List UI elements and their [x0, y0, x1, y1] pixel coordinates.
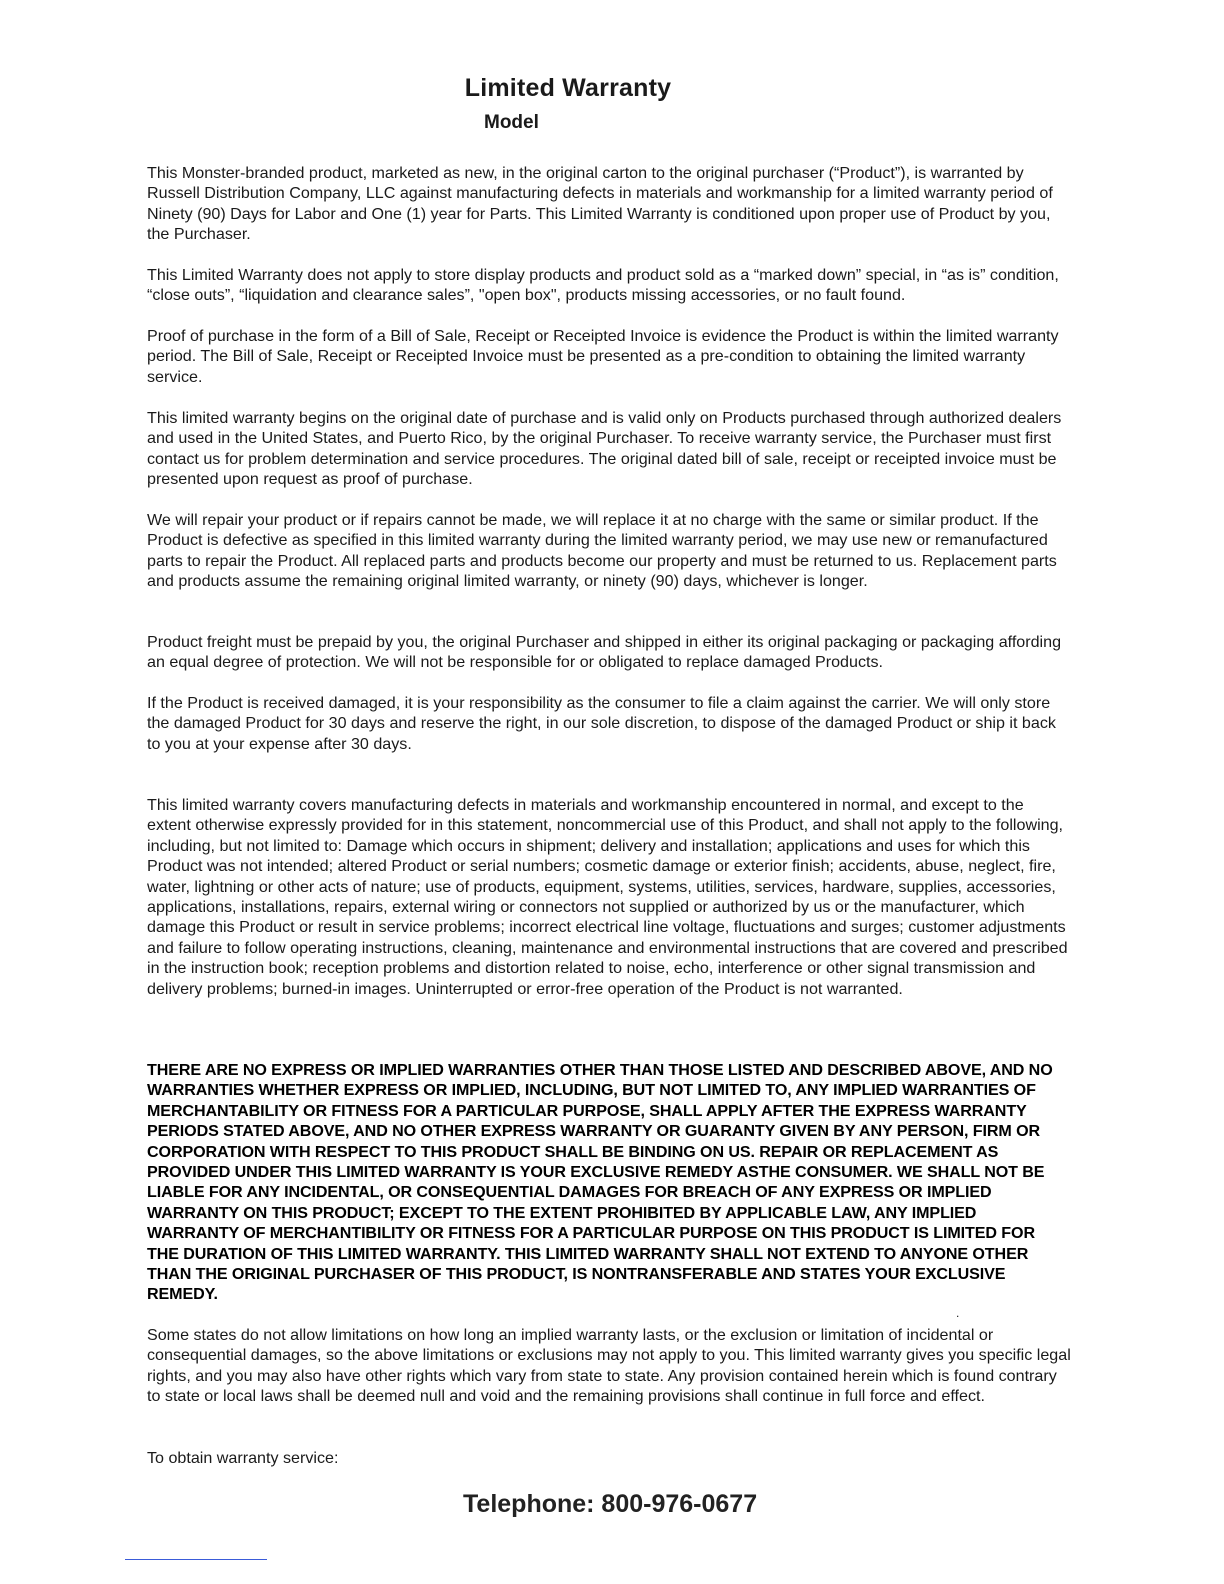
telephone-number: Telephone: 800-976-0677: [463, 1490, 758, 1518]
paragraph-disclaimer: THERE ARE NO EXPRESS OR IMPLIED WARRANTIES OTHER THAN THOSE LISTED AND DESCRIBED ABOVE, AND NO WARRANTIES WHETHER EXPRESS OR IMPLIED, INCLUDING, BUT NOT LIMITED TO, ANY IMPLIED WARRANTIES OF MERCHANTABILITY OR FITNESS FOR A PARTICULAR PURPOSE, SHALL APPLY AFTER THE EXPRESS WARRANTY PERIODS STATED ABOVE, AND NO OTHER EXPRESS WARRANTY OR GUARANTY GIVEN BY ANY PERSON, FIRM OR CORPORATION WITH RESPECT TO THIS PRODUCT SHALL BE BINDING ON US. REPAIR OR REPLACEMENT AS PROVIDED UNDER THIS LIMITED WARRANTY IS YOUR EXCLUSIVE REMEDY ASTHE CONSUMER. WE SHALL NOT BE LIABLE FOR ANY INCIDENTAL, OR CONSEQUENTIAL DAMAGES FOR BREACH OF ANY EXPRESS OR IMPLIED WARRANTY ON THIS PRODUCT; EXCEPT TO THE EXTENT PROHIBITED BY APPLICABLE LAW, ANY IMPLIED WARRANTY OF MERCHANTIBILITY OR FITNESS FOR A PARTICULAR PURPOSE ON THIS PRODUCT IS LIMITED FOR THE DURATION OF THIS LIMITED WARRANTY. THIS LIMITED WARRANTY SHALL NOT EXTEND TO ANYONE OTHER THAN THE ORIGINAL PURCHASER OF THIS PRODUCT, IS NONTRANSFERABLE AND STATES YOUR EXCLUSIVE REMEDY.: [147, 1061, 1053, 1304]
paragraph-damaged-product: If the Product is received damaged, it is your responsibility as the consumer to file a claim against the carrier. We will only store the damaged Product for 30 days and reserve the right, in our sole discretion, to dispose of the damaged Product or ship it back to you at your expense after 30 days.: [147, 694, 1056, 753]
paragraph-coverage-limits: This limited warranty covers manufacturing defects in materials and workmanship encountered in normal, and except to the extent otherwise expressly provided for in this statement, noncommercial use of this Product, and shall not apply to the following, including, but not limited to: Damage which occurs in shipment; delivery and installation; applications and uses for which this Product was not intended; altered Product or serial numbers; cosmetic damage or exterior finish; accidents, abuse, neglect, fire, water, lightning or other acts of nature; use of products, equipment, systems, utilities, services, hardware, supplies, accessories, applications, installations, repairs, external wiring or connectors not supplied or authorized by us or the manufacturer, which damage this Product or result in service problems; incorrect electrical line voltage, fluctuations and surges; customer adjustments and failure to follow operating instructions, cleaning, maintenance and environmental instructions that are covered and prescribed in the instruction book; reception problems and distortion related to noise, echo, interference or other signal transmission and delivery problems; burned-in images. Uninterrupted or error-free operation of the Product is not warranted.: [147, 796, 1068, 998]
document-subtitle: Model: [484, 112, 539, 133]
paragraph-obtain-service: To obtain warranty service:: [147, 1449, 339, 1467]
paragraph-coverage: This Monster-branded product, marketed as new, in the original carton to the original purchaser (“Product”), is warranted by Russell Distribution Company, LLC against manufacturing defects in materials and workmanship for a limited warranty period of Ninety (90) Days for Labor and One (1) year for Parts. This Limited Warranty is conditioned upon proper use of Product by you, the Purchaser.: [147, 164, 1053, 244]
paragraph-warranty-start: This limited warranty begins on the original date of purchase and is valid only on Products purchased through authorized dealers and used in the United States, and Puerto Rico, by the original Purchaser. To receive warranty service, the Purchaser must first contact us for problem determination and service procedures. The original dated bill of sale, receipt or receipted invoice must be presented upon request as proof of purchase.: [147, 409, 1062, 489]
document-title: Limited Warranty: [464, 74, 672, 102]
paragraph-freight: Product freight must be prepaid by you, the original Purchaser and shipped in either its original packaging or packaging affording an equal degree of protection. We will not be responsible for or obligated to replace damaged Products.: [147, 633, 1062, 672]
stray-mark: .: [956, 1306, 960, 1320]
paragraph-state-laws: Some states do not allow limitations on how long an implied warranty lasts, or the exclusion or limitation of incidental or consequential damages, so the above limitations or exclusions may not apply to you. This limited warranty gives you specific legal rights, and you may also have other rights which vary from state to state. Any provision contained herein which is found contrary to state or local laws shall be deemed null and void and the remaining provisions shall continue in full force and effect.: [147, 1326, 1071, 1406]
paragraph-exclusions-sales: This Limited Warranty does not apply to store display products and product sold as a “marked down” special, in “as is” condition, “close outs”, “liquidation and clearance sales”, "open box", products missing accessories, or no fault found.: [147, 266, 1059, 305]
paragraph-proof-of-purchase: Proof of purchase in the form of a Bill of Sale, Receipt or Receipted Invoice is evidence the Product is within the limited warranty period. The Bill of Sale, Receipt or Receipted Invoice must be presented as a pre-condition to obtaining the limited warranty service.: [147, 327, 1059, 386]
footer-rule: [125, 1559, 267, 1560]
paragraph-repair-replace: We will repair your product or if repairs cannot be made, we will replace it at no charge with the same or similar product. If the Product is defective as specified in this limited warranty during the limited warranty period, we may use new or remanufactured parts to repair the Product. All replaced parts and products become our property and must be returned to us. Replacement parts and products assume the remaining original limited warranty, or ninety (90) days, whichever is longer.: [147, 511, 1057, 591]
